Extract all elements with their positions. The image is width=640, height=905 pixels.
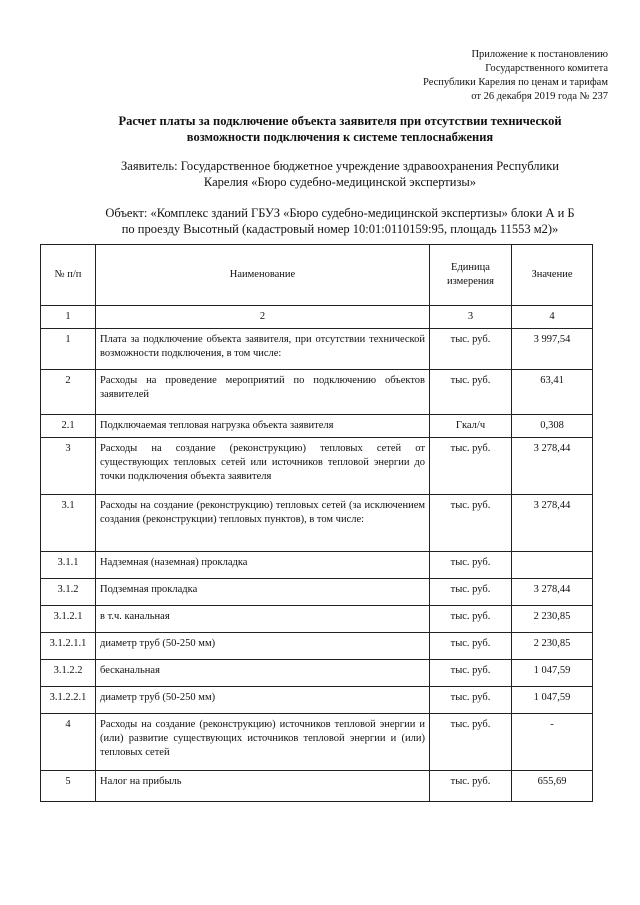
row-name: Расходы на создание (реконструкцию) тепловых сетей (за исключением создания (реконструкции) тепловых пунктов), в том числе: bbox=[96, 495, 430, 552]
row-name: Расходы на создание (реконструкцию) тепловых сетей от существующих тепловых сетей или источников тепловой энергии до точки подключения объекта заявителя bbox=[96, 438, 430, 495]
appendix-note bbox=[423, 48, 608, 104]
header-value: Значение bbox=[512, 245, 593, 306]
row-name: Налог на прибыль bbox=[96, 771, 430, 802]
table-row bbox=[41, 687, 593, 714]
row-value: 0,308 bbox=[512, 415, 593, 438]
row-unit: тыс. руб. bbox=[430, 438, 512, 495]
table-row bbox=[41, 771, 593, 802]
row-value: 3 278,44 bbox=[512, 438, 593, 495]
row-value: 3 997,54 bbox=[512, 329, 593, 370]
row-num: 2.1 bbox=[41, 415, 96, 438]
row-num: 2 bbox=[41, 370, 96, 415]
appendix-line: Приложение к постановлению bbox=[471, 49, 608, 60]
document-title bbox=[60, 113, 620, 145]
table-row bbox=[41, 415, 593, 438]
table-row bbox=[41, 633, 593, 660]
object-info bbox=[60, 205, 620, 237]
row-value: 2 230,85 bbox=[512, 633, 593, 660]
row-unit: тыс. руб. bbox=[430, 606, 512, 633]
table-row bbox=[41, 714, 593, 771]
title-line: возможности подключения к системе теплоснабжения bbox=[186, 130, 494, 144]
row-unit: тыс. руб. bbox=[430, 714, 512, 771]
table-row bbox=[41, 495, 593, 552]
table-row bbox=[41, 579, 593, 606]
row-unit: тыс. руб. bbox=[430, 687, 512, 714]
calculation-table bbox=[40, 244, 593, 802]
appendix-line: Государственного комитета bbox=[485, 63, 608, 74]
row-num: 3.1.2.2 bbox=[41, 660, 96, 687]
row-unit: тыс. руб. bbox=[430, 552, 512, 579]
row-name: в т.ч. канальная bbox=[96, 606, 430, 633]
row-name: Подключаемая тепловая нагрузка объекта заявителя bbox=[96, 415, 430, 438]
table-row bbox=[41, 370, 593, 415]
row-unit: тыс. руб. bbox=[430, 495, 512, 552]
row-unit: тыс. руб. bbox=[430, 370, 512, 415]
appendix-line: от 26 декабря 2019 года № 237 bbox=[471, 91, 608, 102]
table-row bbox=[41, 329, 593, 370]
row-name: Расходы на проведение мероприятий по подключению объектов заявителей bbox=[96, 370, 430, 415]
header-unit: Единица измерения bbox=[430, 245, 512, 306]
row-num: 3.1 bbox=[41, 495, 96, 552]
applicant-info bbox=[60, 158, 620, 190]
row-num: 3.1.2.1.1 bbox=[41, 633, 96, 660]
row-unit: тыс. руб. bbox=[430, 633, 512, 660]
row-num: 3 bbox=[41, 438, 96, 495]
row-unit: тыс. руб. bbox=[430, 660, 512, 687]
row-value: 1 047,59 bbox=[512, 687, 593, 714]
row-name: Подземная прокладка bbox=[96, 579, 430, 606]
row-num: 3.1.1 bbox=[41, 552, 96, 579]
table-row bbox=[41, 438, 593, 495]
index-cell: 1 bbox=[41, 306, 96, 329]
row-name: бесканальная bbox=[96, 660, 430, 687]
row-value: 63,41 bbox=[512, 370, 593, 415]
row-value: 3 278,44 bbox=[512, 495, 593, 552]
header-name: Наименование bbox=[96, 245, 430, 306]
row-name: Надземная (наземная) прокладка bbox=[96, 552, 430, 579]
row-name: диаметр труб (50-250 мм) bbox=[96, 687, 430, 714]
row-value: 2 230,85 bbox=[512, 606, 593, 633]
row-value bbox=[512, 552, 593, 579]
appendix-line: Республики Карелия по ценам и тарифам bbox=[423, 77, 608, 88]
header-num: № п/п bbox=[41, 245, 96, 306]
row-num: 1 bbox=[41, 329, 96, 370]
table-header-row bbox=[41, 245, 593, 306]
row-unit: тыс. руб. bbox=[430, 329, 512, 370]
row-name: Расходы на создание (реконструкцию) источников тепловой энергии и (или) развитие существующих источников тепловой энергии и (или) тепловых сетей bbox=[96, 714, 430, 771]
applicant-line: Карелия «Бюро судебно-медицинской экспертизы» bbox=[203, 175, 477, 189]
table-row bbox=[41, 552, 593, 579]
title-line: Расчет платы за подключение объекта заявителя при отсутствии технической bbox=[118, 114, 562, 128]
object-line: по проезду Высотный (кадастровый номер 10:01:0110159:95, площадь 11553 м2)» bbox=[121, 222, 559, 236]
row-unit: тыс. руб. bbox=[430, 771, 512, 802]
index-cell: 4 bbox=[512, 306, 593, 329]
row-unit: тыс. руб. bbox=[430, 579, 512, 606]
row-unit: Гкал/ч bbox=[430, 415, 512, 438]
object-line: Объект: «Комплекс зданий ГБУЗ «Бюро судебно-медицинской экспертизы» блоки А и Б bbox=[105, 206, 575, 220]
row-value: 1 047,59 bbox=[512, 660, 593, 687]
row-num: 4 bbox=[41, 714, 96, 771]
row-value: 655,69 bbox=[512, 771, 593, 802]
table-row bbox=[41, 606, 593, 633]
row-num: 3.1.2 bbox=[41, 579, 96, 606]
index-cell: 3 bbox=[430, 306, 512, 329]
table-index-row bbox=[41, 306, 593, 329]
row-value: 3 278,44 bbox=[512, 579, 593, 606]
row-value: - bbox=[512, 714, 593, 771]
row-num: 3.1.2.1 bbox=[41, 606, 96, 633]
row-num: 5 bbox=[41, 771, 96, 802]
index-cell: 2 bbox=[96, 306, 430, 329]
table-row bbox=[41, 660, 593, 687]
row-name: Плата за подключение объекта заявителя, при отсутствии технической возможности подключения, в том числе: bbox=[96, 329, 430, 370]
row-name: диаметр труб (50-250 мм) bbox=[96, 633, 430, 660]
applicant-line: Заявитель: Государственное бюджетное учреждение здравоохранения Республики bbox=[121, 159, 559, 173]
row-num: 3.1.2.2.1 bbox=[41, 687, 96, 714]
